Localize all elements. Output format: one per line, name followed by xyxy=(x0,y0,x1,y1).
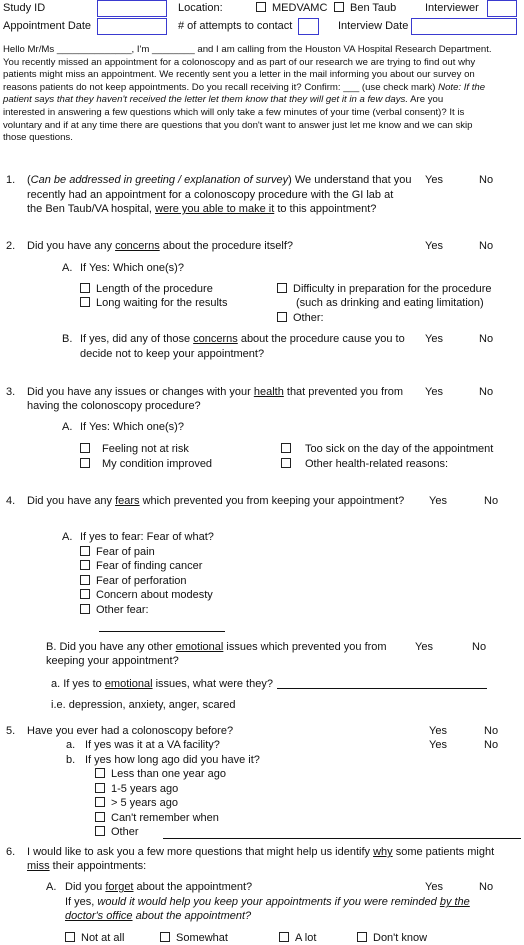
option-label: Fear of pain xyxy=(96,546,155,558)
interviewer-field[interactable] xyxy=(487,0,517,17)
q3-l1c: that prevented you from xyxy=(283,386,404,398)
checkbox[interactable] xyxy=(80,458,90,468)
option-label: Length of the procedure xyxy=(96,283,213,295)
q6-option-a-lot[interactable] xyxy=(279,932,316,945)
checkbox[interactable] xyxy=(279,932,289,942)
q4-b-no[interactable]: No xyxy=(472,641,487,653)
q5-b-label: b. xyxy=(66,754,76,766)
option-label: Too sick on the day of the appointment xyxy=(305,443,494,455)
q4-b1a: B. Did you have any other xyxy=(46,641,176,653)
q6-a-line-2 xyxy=(65,896,470,909)
checkbox[interactable] xyxy=(95,768,105,778)
q2-number: 2. xyxy=(6,240,16,252)
q2-b-line-2: decide not to keep your appointment? xyxy=(80,348,265,360)
q5-no-2[interactable]: No xyxy=(484,739,499,751)
q2-no[interactable]: No xyxy=(479,240,494,252)
q1-number: 1. xyxy=(6,174,16,186)
q4-b-line-1 xyxy=(46,641,387,654)
q3-option-improved[interactable] xyxy=(80,458,212,471)
study-id-field[interactable] xyxy=(97,0,167,17)
q1-yes[interactable]: Yes xyxy=(425,174,443,186)
option-label: Other health-related reasons: xyxy=(305,458,449,470)
interview-date-field[interactable] xyxy=(411,18,517,35)
q1-line-2: recently had an appointment for a colonoscopy procedure with the GI lab at xyxy=(27,189,394,201)
q4-option-cancer[interactable] xyxy=(80,560,202,573)
checkbox[interactable] xyxy=(80,589,90,599)
checkbox[interactable] xyxy=(80,575,90,585)
q2-b1c: about the procedure cause you to xyxy=(237,333,405,345)
q4-number: 4. xyxy=(6,495,16,507)
medvamc-label: MEDVAMC xyxy=(272,2,328,14)
q4-option-other-fear[interactable] xyxy=(80,604,149,617)
q6-l2a: miss xyxy=(27,860,50,872)
intro-line-1: Hello Mr/Ms ______________, I'm ________ and I am calling from the Houston VA Hospital Research Department. xyxy=(3,44,492,55)
location-label: Location: xyxy=(178,2,223,14)
q6-number: 6. xyxy=(6,846,16,858)
option-label: Less than one year ago xyxy=(111,768,226,780)
q4-l1c: which prevented you from keeping your appointment? xyxy=(139,495,405,507)
q6-a1c: about the appointment? xyxy=(133,881,253,893)
q6-a-line-3 xyxy=(65,910,251,923)
q4-b1b: emotional xyxy=(175,641,224,653)
option-label: Don't know xyxy=(373,932,428,944)
appointment-date-field[interactable] xyxy=(97,18,167,35)
q6-l1a: I would like to ask you a few more questions that might help us identify xyxy=(27,846,374,858)
q6-option-somewhat[interactable] xyxy=(160,932,228,945)
checkbox[interactable] xyxy=(80,297,90,307)
q6-a2c: by the xyxy=(439,896,470,908)
q3-line-2: having the colonoscopy procedure? xyxy=(27,400,201,412)
q4-option-pain[interactable] xyxy=(80,546,155,559)
checkbox[interactable] xyxy=(277,283,287,293)
q6-yes[interactable]: Yes xyxy=(425,881,443,893)
q5-a-label: a. xyxy=(66,739,76,751)
study-id-label: Study ID xyxy=(3,2,46,14)
q4-option-modesty[interactable] xyxy=(80,589,213,602)
q3-number: 3. xyxy=(6,386,16,398)
option-label: 1-5 years ago xyxy=(111,783,179,795)
intro-line-6: interested in answering a few questions which will only take a few minutes of your time (verbal consent)? It is xyxy=(3,106,465,118)
q6-a2a: If yes, xyxy=(65,896,98,908)
q6-a3a: doctor's office xyxy=(65,910,133,922)
q5-option-cant-remember[interactable] xyxy=(95,812,219,825)
q1-paren-open: ( xyxy=(27,174,31,186)
checkbox[interactable] xyxy=(357,932,367,942)
q3-no[interactable]: No xyxy=(479,386,494,398)
q4-emotional-answer-line[interactable] xyxy=(277,688,487,689)
checkbox[interactable] xyxy=(80,560,90,570)
option-label: Concern about modesty xyxy=(96,589,213,601)
q6-line-2 xyxy=(27,860,146,873)
q1-note: Can be addressed in greeting / explanation of survey xyxy=(30,174,289,186)
q3-yes[interactable]: Yes xyxy=(425,386,443,398)
q2-l1a: Did you have any xyxy=(27,240,116,252)
attempts-label: # of attempts to contact xyxy=(178,20,293,32)
q3-option-not-at-risk[interactable] xyxy=(80,443,189,456)
q5-option-other[interactable] xyxy=(95,826,139,839)
checkbox[interactable] xyxy=(95,812,105,822)
q1-line-3-a: the Ben Taub/VA hospital, xyxy=(27,203,156,215)
q2-a-text: If Yes: Which one(s)? xyxy=(80,262,184,274)
q4-ba-b: emotional xyxy=(104,678,153,690)
q1-line-1-end: ) We understand that you xyxy=(288,174,412,186)
q4-other-fear-line[interactable] xyxy=(99,631,225,632)
intro-line-4-text: reasons patients do not keep appointments. Do you recall receiving it? Confirm: ___ (use check mark) xyxy=(3,81,436,93)
q6-a-label: A. xyxy=(46,881,57,893)
q3-option-other-health[interactable] xyxy=(281,458,448,471)
q1-line-1 xyxy=(27,174,411,187)
checkbox[interactable] xyxy=(277,312,287,322)
q6-a1a: Did you xyxy=(65,881,106,893)
attempts-field[interactable] xyxy=(298,18,319,35)
q2-line-1 xyxy=(27,240,293,253)
ben-taub-checkbox[interactable] xyxy=(334,2,344,12)
q5-line-1: Have you ever had a colonoscopy before? xyxy=(27,725,234,737)
q6-no[interactable]: No xyxy=(479,881,494,893)
q5-option-less-one-year[interactable] xyxy=(95,768,226,781)
q6-option-not-at-all[interactable] xyxy=(65,932,124,945)
option-label: Fear of perforation xyxy=(96,575,187,587)
q4-line-1 xyxy=(27,495,404,508)
intro-line-5 xyxy=(3,94,517,107)
option-label: Not at all xyxy=(81,932,125,944)
intro-paragraph xyxy=(3,44,517,145)
checkbox[interactable] xyxy=(80,604,90,614)
q4-a-text: If yes to fear: Fear of what? xyxy=(80,531,214,543)
checkbox[interactable] xyxy=(281,443,291,453)
q4-option-perforation[interactable] xyxy=(80,575,187,588)
appointment-date-label: Appointment Date xyxy=(3,20,92,32)
intro-line-2: You recently missed an appointment for a colonoscopy and as part of our research we are trying to find out why xyxy=(3,56,476,68)
option-label: A lot xyxy=(295,932,317,944)
q2-b-no[interactable]: No xyxy=(479,333,494,345)
q6-line-1 xyxy=(27,846,494,859)
q4-ba-c: issues, what were they? xyxy=(152,678,273,690)
q5-yes-1[interactable]: Yes xyxy=(429,725,447,737)
q4-ba-a: a. If yes to xyxy=(51,678,105,690)
q6-a3b: about the appointment? xyxy=(132,910,252,922)
q2-option-waiting[interactable] xyxy=(80,297,227,310)
checkbox[interactable] xyxy=(80,546,90,556)
option-label: Long waiting for the results xyxy=(96,297,228,309)
q2-option-other[interactable] xyxy=(277,312,324,325)
q2-b-line-1 xyxy=(80,333,405,346)
q5-other-line[interactable] xyxy=(163,838,521,839)
q5-b-text: If yes how long ago did you have it? xyxy=(85,754,260,766)
q3-option-too-sick[interactable] xyxy=(281,443,493,456)
q5-option-1-5-years[interactable] xyxy=(95,783,178,796)
q4-yes[interactable]: Yes xyxy=(429,495,447,507)
q6-a-line-1 xyxy=(65,881,252,894)
q6-l1c: some patients might xyxy=(392,846,495,858)
q3-l1a: Did you have any issues or changes with your xyxy=(27,386,254,398)
checkbox[interactable] xyxy=(80,283,90,293)
interviewer-label: Interviewer xyxy=(425,2,479,14)
q3-line-1 xyxy=(27,386,403,399)
q4-l1b: fears xyxy=(115,495,140,507)
q6-l1b: why xyxy=(373,846,393,858)
checkbox[interactable] xyxy=(95,783,105,793)
q3-a-text: If Yes: Which one(s)? xyxy=(80,421,184,433)
q4-b-line-2: keeping your appointment? xyxy=(46,655,179,667)
intro-line-5-text: Are you xyxy=(410,94,444,106)
checkbox[interactable] xyxy=(65,932,75,942)
option-label: Other xyxy=(111,826,139,838)
checkbox[interactable] xyxy=(95,797,105,807)
q5-a-text: If yes was it at a VA facility? xyxy=(85,739,220,751)
medvamc-checkbox[interactable] xyxy=(256,2,266,12)
option-label: Difficulty in preparation for the procedure xyxy=(293,283,492,295)
q2-a-label: A. xyxy=(62,262,73,274)
checkbox[interactable] xyxy=(95,826,105,836)
q3-l1b: health xyxy=(253,386,284,398)
medvamc-option[interactable] xyxy=(256,2,327,15)
q4-a-label: A. xyxy=(62,531,73,543)
q2-b-label: B. xyxy=(62,333,73,345)
q4-b1c: issues which prevented you from xyxy=(223,641,387,653)
q4-ie-text: i.e. depression, anxiety, anger, scared xyxy=(51,699,236,711)
q2-option-difficulty-cont: (such as drinking and eating limitation) xyxy=(296,297,484,309)
option-label: > 5 years ago xyxy=(111,797,178,809)
option-label: Other: xyxy=(293,312,324,324)
q5-number: 5. xyxy=(6,725,16,737)
q4-no[interactable]: No xyxy=(484,495,499,507)
q5-yes-2[interactable]: Yes xyxy=(429,739,447,751)
option-label: Can't remember when xyxy=(111,812,219,824)
q2-b1a: If yes, did any of those xyxy=(80,333,194,345)
q1-no[interactable]: No xyxy=(479,174,494,186)
ben-taub-option[interactable] xyxy=(334,2,396,15)
q2-option-length[interactable] xyxy=(80,283,213,296)
checkbox[interactable] xyxy=(80,443,90,453)
option-label: My condition improved xyxy=(102,458,213,470)
q3-a-label: A. xyxy=(62,421,73,433)
q4-l1a: Did you have any xyxy=(27,495,116,507)
q2-l1c: about the procedure itself? xyxy=(159,240,294,252)
q4-ba-line xyxy=(51,678,273,691)
option-label: Feeling not at risk xyxy=(102,443,189,455)
q2-b-yes[interactable]: Yes xyxy=(425,333,443,345)
q6-option-dont-know[interactable] xyxy=(357,932,427,945)
intro-note-cont: patient says that they haven't received the letter let them know that they will get it in a few days. xyxy=(3,94,408,106)
q5-option-5-plus-years[interactable] xyxy=(95,797,178,810)
option-label: Somewhat xyxy=(176,932,228,944)
q4-b-yes[interactable]: Yes xyxy=(415,641,433,653)
q5-no-1[interactable]: No xyxy=(484,725,499,737)
intro-line-7: voluntary and if at any time there are questions that you don't want to answer just let me know and we can skip xyxy=(3,119,473,131)
q2-yes[interactable]: Yes xyxy=(425,240,443,252)
q1-line-3-c: to this appointment? xyxy=(274,203,377,215)
q1-line-3 xyxy=(27,203,376,216)
intro-line-3: patients might miss an appointment. We recently sent you a letter in the mail informing you about our survey on xyxy=(3,69,475,81)
intro-line-8: those questions. xyxy=(3,132,73,144)
q1-line-3-b: were you able to make it xyxy=(155,203,275,215)
ben-taub-label: Ben Taub xyxy=(350,2,397,14)
q6-a2b: would it would help you keep your appointments if you were reminded xyxy=(97,896,440,908)
interview-date-label: Interview Date xyxy=(338,20,409,32)
intro-line-4 xyxy=(3,82,517,95)
option-label: Other fear: xyxy=(96,604,149,616)
q2-l1b: concerns xyxy=(115,240,160,252)
q2-option-difficulty[interactable] xyxy=(277,283,492,296)
option-label: Fear of finding cancer xyxy=(96,560,203,572)
checkbox[interactable] xyxy=(281,458,291,468)
checkbox[interactable] xyxy=(160,932,170,942)
q2-b1b: concerns xyxy=(193,333,238,345)
intro-note: Note: If the xyxy=(438,81,486,93)
q6-l2b: their appointments: xyxy=(49,860,147,872)
q6-a1b: forget xyxy=(105,881,134,893)
